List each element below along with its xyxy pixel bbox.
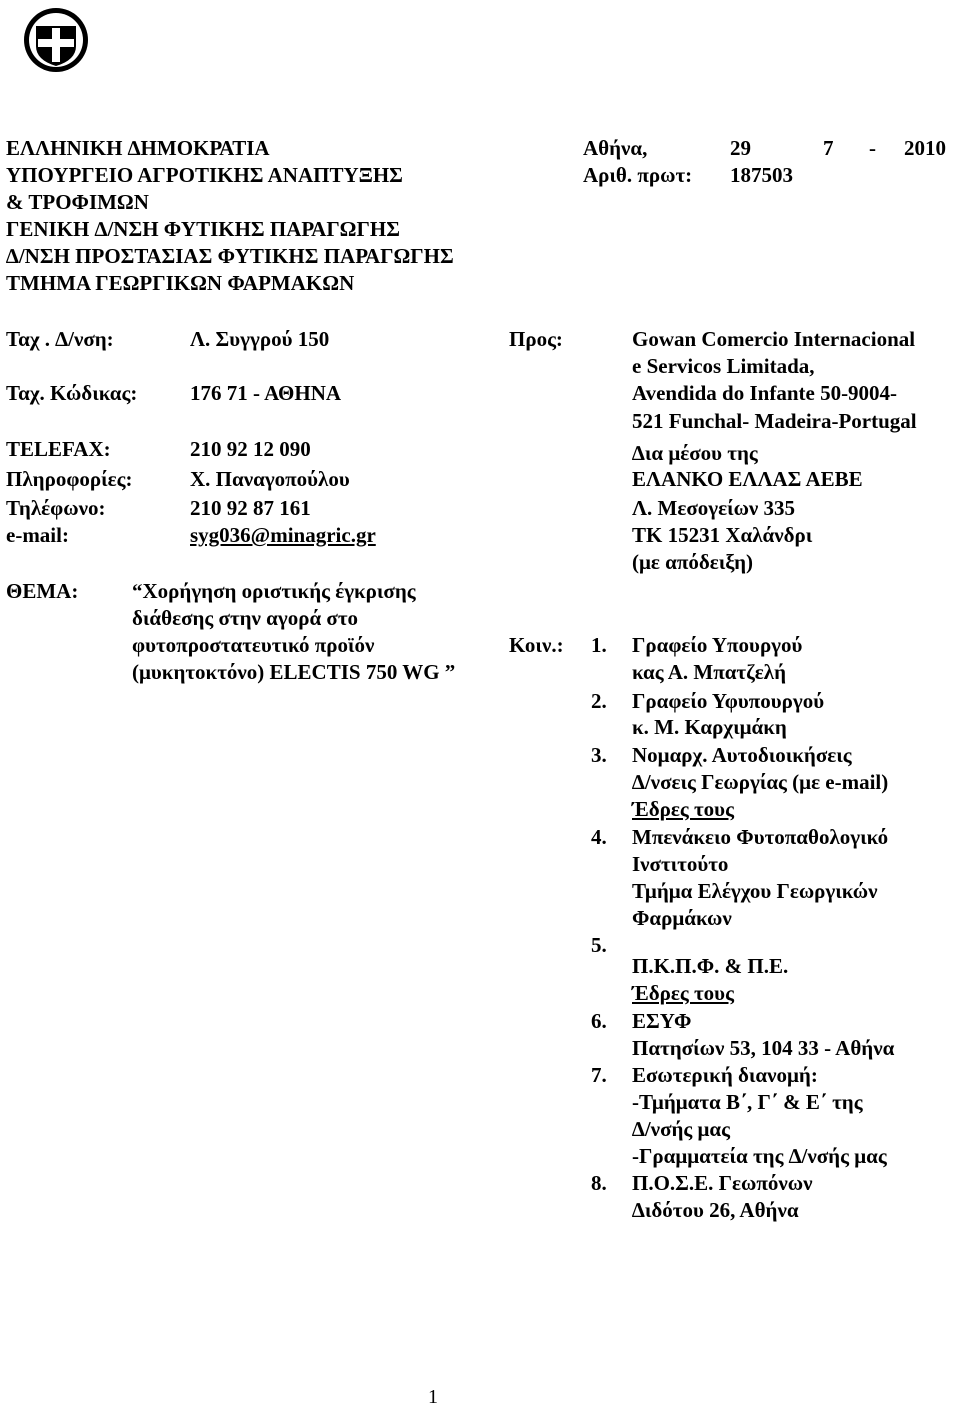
cc-item-line: Έδρες τους (632, 981, 734, 1005)
ministry-line: ΤΜΗΜΑ ΓΕΩΡΓΙΚΩΝ ΦΑΡΜΑΚΩΝ (6, 271, 355, 295)
subject-line: “Χορήγηση οριστικής έγκρισης (132, 579, 416, 603)
email-label: e-mail: (6, 523, 69, 547)
fax-value: 210 92 12 090 (190, 437, 311, 461)
postcode-label: Ταχ. Κώδικας: (6, 381, 138, 405)
date-month: 7 (823, 136, 834, 160)
postcode-value: 176 71 - ΑΘΗΝΑ (190, 381, 342, 405)
recipient-line: Λ. Μεσογείων 335 (632, 496, 796, 520)
cc-item-line: Πατησίων 53, 104 33 - Αθήνα (632, 1036, 895, 1060)
cc-item-line: Γραφείο Υφυπουργού (632, 689, 825, 713)
cc-item-line: Τμήμα Ελέγχου Γεωργικών (632, 879, 878, 903)
address-label: Ταχ . ∆/νση: (6, 327, 114, 351)
ministry-line: ∆/ΝΣΗ ΠΡΟΣΤΑΣΙΑΣ ΦΥΤΙΚΗΣ ΠΑΡΑΓΩΓΗΣ (6, 244, 454, 268)
recipient-line: Avendida do Infante 50-9004- (632, 381, 898, 405)
subject-line: διάθεσης στην αγορά στο (132, 606, 359, 630)
subject-text: Χορήγηση οριστικής έγκρισης (142, 579, 416, 603)
cc-item-line: -Γραμματεία της ∆/νσής μας (632, 1144, 887, 1168)
ministry-line: ΓΕΝΙΚΗ ∆/ΝΣΗ ΦΥΤΙΚΗΣ ΠΑΡΑΓΩΓΗΣ (6, 217, 400, 241)
cc-number: 8. (591, 1171, 607, 1195)
cc-item-line: Έδρες τους (632, 797, 734, 821)
cc-item-line: -Τμήματα Β΄, Γ΄ & Ε΄ της (632, 1090, 863, 1114)
recipient-line: e Servicos Limitada, (632, 354, 815, 378)
recipient-line: ∆ια μέσου της (632, 441, 758, 465)
ministry-line: ΕΛΛΗΝΙΚΗ ∆ΗΜΟΚΡΑΤΙΑ (6, 136, 270, 160)
cc-number: 1. (591, 633, 607, 657)
info-value: Χ. Παναγοπούλου (190, 467, 350, 491)
cc-label: Κοιν.: (509, 633, 564, 657)
cc-item-line: ∆/νσής μας (632, 1117, 731, 1141)
cc-number: 7. (591, 1063, 607, 1087)
cc-number: 5. (591, 933, 607, 957)
cc-item-line: κ. Μ. Καρχιμάκη (632, 715, 787, 739)
cc-item-line: ∆ιδότου 26, Αθήνα (632, 1198, 799, 1222)
ministry-line: & ΤΡΟΦΙΜΩΝ (6, 190, 149, 214)
email-link[interactable]: syg036@minagric.gr (190, 523, 376, 547)
cc-item-line: Π.Ο.Σ.Ε. Γεωπόνων (632, 1171, 813, 1195)
cc-item-line: Φαρμάκων (632, 906, 732, 930)
cc-item-line: Νομαρχ. Αυτοδιοικήσεις (632, 743, 852, 767)
date-year: 2010 (904, 136, 946, 160)
address-value: Λ. Συγγρού 150 (190, 327, 330, 351)
recipient-line: (με απόδειξη) (632, 550, 754, 574)
protocol-label: Αριθ. πρωτ: (583, 163, 693, 187)
cc-number: 2. (591, 689, 607, 713)
subject-line: (μυκητοκτόνο) ELECTIS 750 WG ” (132, 660, 456, 684)
subject-line: φυτοπροστατευτικό προϊόν (132, 633, 375, 657)
cc-item-line: ΕΣΥΦ (632, 1009, 692, 1033)
date-day: 29 (730, 136, 751, 160)
cc-number: 3. (591, 743, 607, 767)
to-label: Προς: (509, 327, 563, 351)
greek-cross-emblem-icon (22, 6, 90, 74)
cc-item-line: Μπενάκειο Φυτοπαθολογικό (632, 825, 889, 849)
recipient-line: 521 Funchal- Madeira-Portugal (632, 409, 917, 433)
recipient-line: Gowan Comercio Internacional (632, 327, 916, 351)
fax-label: TELEFAX: (6, 437, 111, 461)
cc-item-line: Εσωτερική διανομή: (632, 1063, 818, 1087)
cc-item-line: Ινστιτούτο (632, 852, 729, 876)
cc-item-line: κας Α. Μπατζελή (632, 660, 787, 684)
recipient-line: ΤΚ 15231 Χαλάνδρι (632, 523, 813, 547)
phone-value: 210 92 87 161 (190, 496, 311, 520)
cc-item-line: Γραφείο Υπουργού (632, 633, 803, 657)
cc-number: 4. (591, 825, 607, 849)
page-number: 1 (428, 1386, 438, 1408)
cc-item-line: Π.Κ.Π.Φ. & Π.Ε. (632, 954, 789, 978)
subject-label: ΘΕΜΑ: (6, 579, 79, 603)
ministry-header (6, 135, 454, 297)
date-label: Αθήνα, (583, 136, 648, 160)
date-separator: - (869, 136, 876, 160)
info-label: Πληροφορίες: (6, 467, 133, 491)
phone-label: Τηλέφωνο: (6, 496, 106, 520)
ministry-line: ΥΠΟΥΡΓΕΙΟ ΑΓΡΟΤΙΚΗΣ ΑΝΑΠΤΥΞΗΣ (6, 163, 403, 187)
recipient-line: ΕΛΑΝΚΟ ΕΛΛΑΣ ΑΕΒΕ (632, 467, 863, 491)
protocol-number: 187503 (730, 163, 793, 187)
cc-number: 6. (591, 1009, 607, 1033)
cc-item-line: ∆/νσεις Γεωργίας (με e-mail) (632, 770, 889, 794)
